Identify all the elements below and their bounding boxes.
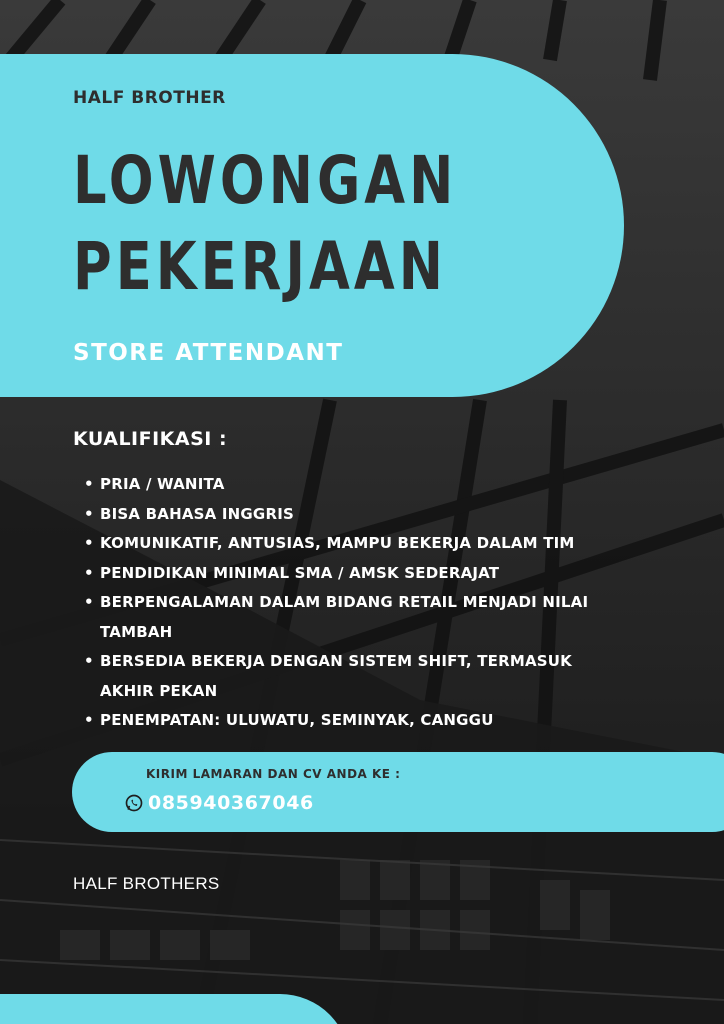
qualification-item: • PENDIDIKAN MINIMAL SMA / AMSK SEDERAJAT	[80, 559, 600, 589]
whatsapp-icon	[124, 793, 144, 813]
bullet-icon: •	[84, 475, 94, 493]
qualification-item: • BERPENGALAMAN DALAM BIDANG RETAIL MENJADI NILAI TAMBAH	[80, 588, 600, 647]
brand-name: HALF BROTHER	[73, 88, 226, 108]
headline-line-2: PEKERJAAN	[73, 228, 447, 305]
bullet-icon: •	[84, 593, 94, 611]
footer-brand: HALF BROTHERS	[73, 874, 220, 893]
qualification-item: • BISA BAHASA INGGRIS	[80, 500, 600, 530]
bullet-icon: •	[84, 711, 94, 729]
qualifications-title: KUALIFIKASI :	[73, 428, 228, 450]
qualification-item: • BERSEDIA BEKERJA DENGAN SISTEM SHIFT, TERMASUK AKHIR PEKAN	[80, 647, 600, 706]
qualification-item: • KOMUNIKATIF, ANTUSIAS, MAMPU BEKERJA DALAM TIM	[80, 529, 600, 559]
qualifications-list	[80, 470, 600, 736]
bullet-icon: •	[84, 652, 94, 670]
bullet-icon: •	[84, 534, 94, 552]
bullet-icon: •	[84, 504, 94, 523]
contact-phone-row[interactable]	[124, 792, 314, 814]
contact-phone-number[interactable]: 085940367046	[148, 792, 314, 814]
contact-panel	[72, 752, 724, 832]
job-position: STORE ATTENDANT	[73, 340, 344, 366]
qualification-item: • PRIA / WANITA	[80, 470, 600, 500]
headline-line-1: LOWONGAN	[73, 142, 458, 219]
qualification-item: • PENEMPATAN: ULUWATU, SEMINYAK, CANGGU	[80, 706, 600, 736]
contact-label: KIRIM LAMARAN DAN CV ANDA KE :	[146, 767, 401, 781]
decorative-bottom-shape	[0, 994, 350, 1024]
bullet-icon: •	[84, 563, 94, 582]
